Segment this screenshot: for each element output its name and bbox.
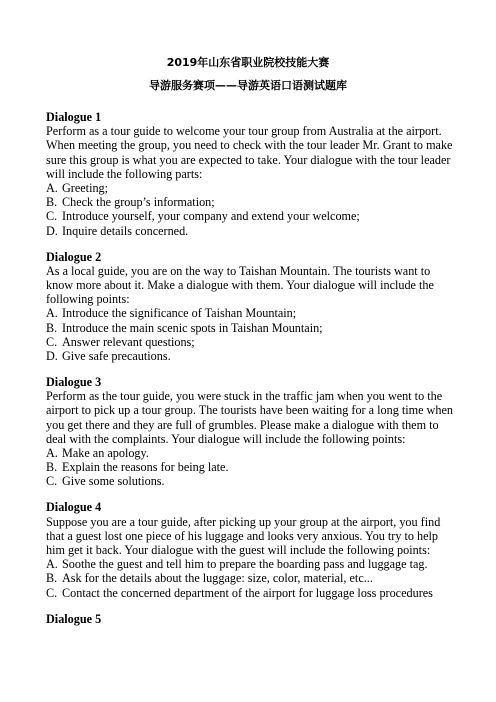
dialogue-instructions: As a local guide, you are on the way to Taishan Mountain. The tourists want to know more about it. Make a dialogue with them. Your dialogue will include the following points: bbox=[46, 263, 434, 307]
list-item-letter: A. bbox=[46, 181, 58, 196]
dialogue-heading: Dialogue 4 bbox=[46, 500, 102, 515]
list-item bbox=[46, 224, 458, 238]
list-item-letter: B. bbox=[46, 195, 58, 210]
list-item bbox=[46, 321, 458, 335]
list-item-letter: B. bbox=[46, 320, 58, 335]
list-item bbox=[46, 446, 458, 460]
dialogue-instructions: Perform as a tour guide to welcome your tour group from Australia at the airport. When meeting the group, you need to check with the tour leader Mr. Grant to make sure this group is what you are expected to take. Your dialogue with the tour leader will include the following parts: bbox=[46, 124, 453, 181]
list-item-letter: C. bbox=[46, 334, 58, 349]
list-item bbox=[46, 181, 458, 195]
dialogue-section bbox=[46, 250, 458, 364]
list-item-text: Check the group’s information; bbox=[62, 195, 215, 210]
list-item bbox=[46, 460, 458, 474]
list-item-text: Introduce the main scenic spots in Taishan Mountain; bbox=[62, 320, 323, 335]
list-item-text: Ask for the details about the luggage: size, color, material, etc... bbox=[62, 571, 373, 586]
dialogue-section bbox=[46, 612, 458, 626]
list-item-letter: C. bbox=[46, 585, 58, 600]
dialogue-section bbox=[46, 375, 458, 489]
list-item bbox=[46, 586, 458, 600]
list-item bbox=[46, 557, 458, 571]
title-block bbox=[0, 56, 496, 93]
dialogue-section bbox=[46, 500, 458, 599]
dialogue-heading: Dialogue 2 bbox=[46, 249, 102, 264]
dialogue-heading: Dialogue 1 bbox=[46, 110, 102, 124]
list-item-letter: A. bbox=[46, 446, 58, 461]
list-item-letter: D. bbox=[46, 349, 58, 364]
list-item bbox=[46, 306, 458, 320]
list-item bbox=[46, 349, 458, 363]
dialogue-instructions: Perform as the tour guide, you were stuck in the traffic jam when you went to the airport to pick up a tour group. The tourists have been waiting for a long time when you get there and they are full of grumbles. Please make a dialogue with them to deal with the complaints. Your dialogue will include the following points: bbox=[46, 389, 453, 446]
list-item-text: Explain the reasons for being late. bbox=[62, 460, 229, 475]
list-item-letter: C. bbox=[46, 209, 58, 224]
list-item-text: Soothe the guest and tell him to prepare the boarding pass and luggage tag. bbox=[62, 557, 428, 572]
list-item-text: Inquire details concerned. bbox=[62, 223, 189, 238]
dialogue-heading: Dialogue 3 bbox=[46, 375, 102, 390]
document-body bbox=[46, 110, 458, 638]
list-item bbox=[46, 209, 458, 223]
dialogue-instructions: Suppose you are a tour guide, after picking up your group at the airport, you find that a guest lost one piece of his luggage and looks very anxious. You try to help him get it back. Your dialogue with the guest will include the following points: bbox=[46, 514, 441, 558]
dialogue-heading: Dialogue 5 bbox=[46, 611, 102, 626]
list-item-text: Greeting; bbox=[62, 181, 109, 196]
list-item-text: Give some solutions. bbox=[62, 474, 165, 489]
list-item-letter: A. bbox=[46, 306, 58, 321]
list-item-text: Make an apology. bbox=[62, 446, 149, 461]
list-item-text: Answer relevant questions; bbox=[62, 334, 195, 349]
list-item bbox=[46, 571, 458, 585]
list-item-letter: C. bbox=[46, 474, 58, 489]
list-item-letter: B. bbox=[46, 460, 58, 475]
document-subtitle: 导游服务赛项——导游英语口语测试题库 bbox=[149, 79, 347, 92]
list-item-text: Introduce yourself, your company and extend your welcome; bbox=[62, 209, 360, 224]
list-item-text: Contact the concerned department of the airport for luggage loss procedures bbox=[62, 585, 433, 600]
list-item-letter: D. bbox=[46, 223, 58, 238]
list-item-letter: A. bbox=[46, 557, 58, 572]
list-item bbox=[46, 335, 458, 349]
list-item-letter: B. bbox=[46, 571, 58, 586]
list-item bbox=[46, 474, 458, 488]
list-item bbox=[46, 195, 458, 209]
document-title: 2019年山东省职业院校技能大赛 bbox=[166, 56, 330, 69]
dialogue-section bbox=[46, 110, 458, 238]
list-item-text: Give safe precautions. bbox=[62, 349, 171, 364]
list-item-text: Introduce the significance of Taishan Mountain; bbox=[62, 306, 297, 321]
